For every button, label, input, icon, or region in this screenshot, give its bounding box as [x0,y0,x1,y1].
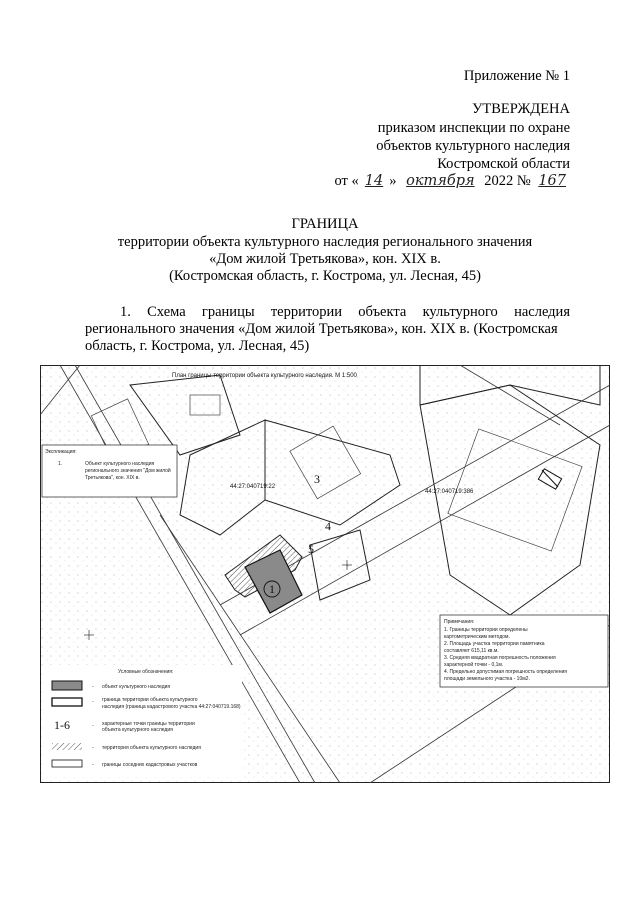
plan-title: План границы территории объекта культурного наследия. М 1:500 [172,373,357,379]
legend-title: Условные обозначения: [118,669,174,675]
document-title: ГРАНИЦА [291,216,359,232]
point-3-label: 3 [314,472,320,486]
date-number: 167 [538,173,566,189]
legend-dash-4: - [92,745,94,751]
note-line-4: составляет 615,11 кв.м. [444,648,499,654]
explication-item-line-3: Третьякова", кон. XIX в. [85,475,140,481]
map-svg [40,365,610,783]
date-prefix: от « [334,173,359,189]
parcel-number-b: 44:27:040719:386 [425,489,474,495]
explication-title: Экспликация: [45,449,77,455]
legend-label-3b: объекта культурного наследия [102,727,173,733]
note-line-7: 4. Предельно допустимая погрешность определения [444,669,567,675]
legend-dash-1: - [92,684,94,690]
explication-item-num: 1. [58,461,63,467]
legend-label-3a: характерные точки границы территории [102,721,195,727]
legend-dash-2: - [92,699,94,705]
object-marker-label: 1 [269,582,275,596]
legend-symbol-neighbours [52,760,82,767]
section-line-2: регионального значения «Дом жилой Третьякова», кон. XIX в. (Костромская [85,321,558,337]
note-line-5: 3. Средняя квадратная погрешность положения [444,655,556,661]
title-line-2: «Дом жилой Третьякова», кон. XIX в. [209,251,441,267]
legend-label-1: объект культурного наследия [102,684,171,690]
note-line-1: 1. Границы территории определены [444,627,528,633]
note-line-8: площади земельного участка - 10м2. [444,676,530,682]
legend-label-4: территория объекта культурного наследия [102,745,201,751]
order-line-3: Костромской области [437,156,570,172]
legend-symbol-points: 1-6 [54,718,70,732]
order-line-1: приказом инспекции по охране [377,120,570,136]
explication-item-line-1: Объект культурного наследия [85,461,155,467]
order-line-2: объектов культурного наследия [376,138,570,154]
boundary-scheme-map [40,365,610,783]
date-month: октября [406,173,475,189]
note-line-3: 2. Площадь участка территории памятника [444,641,545,647]
legend-symbol-boundary [52,698,82,706]
title-line-1: территории объекта культурного наследия регионального значения [117,234,533,250]
note-line-2: картометрическим методом. [444,634,510,640]
legend-dash-3: - [92,723,94,729]
title-line-3: (Костромская область, г. Кострома, ул. Лесная, 45) [169,268,481,284]
notes-title: Примечания: [444,619,475,625]
explication-item-line-2: регионального значения "Дом жилой [85,468,171,474]
section-line-1: 1. Схема границы территории объекта культурного наследия [120,304,570,320]
legend-dash-5: - [92,762,94,768]
section-line-3: область, г. Кострома, ул. Лесная, 45) [85,338,310,354]
appendix-label: Приложение № 1 [463,68,570,84]
date-year: 2022 № [484,173,531,189]
legend-label-2a: граница территории объекта культурного [102,697,198,703]
date-day: 14 [364,173,384,189]
parcel-number-a: 44:27:040719:22 [230,484,276,490]
order-date-line [300,173,570,190]
point-4-label: 4 [325,519,331,533]
legend-label-2b: наследия (граница кадастрового участка 44:27:040719.168) [102,704,241,710]
legend-symbol-object [52,681,82,690]
point-5-label: 5 [308,542,314,556]
approved-heading: УТВЕРЖДЕНА [472,101,570,117]
note-line-6: характерной точки - 0,1м. [444,662,504,668]
legend-symbol-territory [52,743,82,750]
date-mid: » [389,173,397,189]
legend-label-5: границы соседних кадастровых участков [102,762,198,768]
